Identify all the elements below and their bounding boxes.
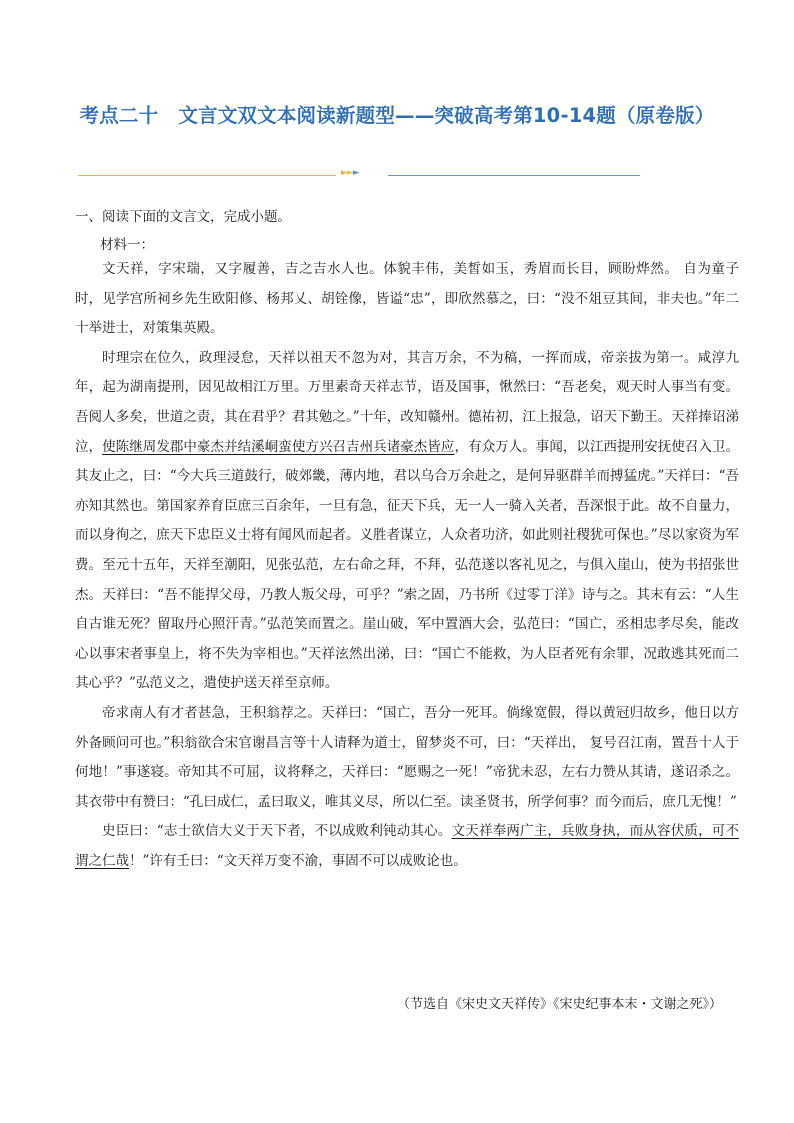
paragraph-4 xyxy=(75,817,739,876)
material-label: 材料一： xyxy=(100,237,154,253)
passage xyxy=(75,255,739,876)
paragraph-4-text-a: 史臣曰：“志士欲信大义于天下者，不以成败利钝动其心。 xyxy=(102,823,452,840)
divider-arrows xyxy=(341,168,359,178)
question-heading: 一、阅读下面的文言文，完成小题。 xyxy=(75,209,291,225)
paragraph-1: 文天祥，字宋瑞，又字履善，吉之吉水人也。体貌丰伟，美皙如玉，秀眉而长目，顾盼烨然。 自为童子时，见学宫所祠乡先生欧阳修、杨邦乂、胡铨像，皆谥“忠”，即欣然慕之，曰：“没不俎豆其间，非夫也。”年二十举进士，对策集英殿。 xyxy=(75,261,739,337)
underlined-sentence: 文天祥奉两广主，兵败身执，而从容伏质，可不谓之仁哉 xyxy=(75,823,740,869)
page-title xyxy=(0,100,794,128)
paragraph-2 xyxy=(75,344,739,699)
title-part1: 考点二十 xyxy=(79,104,159,127)
arrow-icon: ► xyxy=(341,168,347,178)
divider-line-left xyxy=(78,175,336,176)
underlined-sentence: 使陈继周发郡中豪杰并结溪峒蛮使方兴召吉州兵诸豪杰皆应 xyxy=(102,438,455,455)
source-citation: （节选自《宋史文天祥传》《宋史纪事本末・文谢之死》） xyxy=(396,997,722,1012)
title-part2: 文言文双文本阅读新题型——突破高考第10-14题（原卷版） xyxy=(178,104,715,127)
paragraph-3: 帝求南人有才者甚急，王积翁荐之。天祥曰：“国亡，吾分一死耳。倘缘宽假，得以黄冠归故乡，他日以方外备顾问可也。”积翁欲合宋官谢昌言等十人请释为道士，留梦炎不可，曰：“天祥出， 复号召江南，置吾十人于何地！”事遂寝。帝知其不可屈，议将释之，天祥曰：“愿赐之一死！”帝犹未忍，左右力赞从其请，遂诏杀之。其衣带中有赞曰：“孔曰成仁，孟曰取义，唯其义尽，所以仁至。读圣贤书，所学何事？而今而后，庶几无愧！” xyxy=(75,704,739,810)
paragraph-2-text-b: ，有众万人。事闻，以江西提刑安抚使召入卫。其友止之，曰：“今大兵三道鼓行，破郊畿，薄内地，君以乌合万余赴之，是何异驱群羊而搏猛虎。”天祥曰：“吾亦知其然也。第国家养育臣庶三百余年，一旦有急，征天下兵，无一人一骑入关者，吾深恨于此。故不自量力，而以身徇之，庶天下忠臣义士将有闻风而起者。义胜者谋立，人众者功济，如此则社稷犹可保也。”尽以家资为军费。至元十五年，天祥至潮阳，见张弘范，左右命之拜，不拜，弘范遂以客礼见之，与俱入崖山，使为书招张世杰。天祥曰：“吾不能捍父母，乃教人叛父母，可乎？”索之固，乃书所《过零丁洋》诗与之。其末有云：“人生自古谁无死？留取丹心照汗青。”弘范笑而置之。崖山破，军中置酒大会，弘范曰：“国亡，丞相忠孝尽矣，能改心以事宋者事皇上，将不失为宰相也。”天祥泫然出涕，曰：“国亡不能救，为人臣者死有余罪，况敢逃其死而二其心乎？”弘范义之，遣使护送天祥至京师。 xyxy=(75,438,740,692)
arrow-icon: ► xyxy=(346,168,353,178)
divider-line-right xyxy=(388,175,640,176)
paragraph-2-text-a: 时理宗在位久，政理浸怠，天祥以祖天不忽为对，其言万余，不为稿，一挥而成，帝亲拔为第一。咸淳九年，起为湖南提刑，因见故相江万里。万里素奇天祥志节，语及国事，愀然曰：“吾老矣，观天时人事当有变。吾阅人多矣，世道之责，其在君乎？君其勉之。”十年，改知赣州。德祐初，江上报急，诏天下勤王。天祥捧诏涕泣， xyxy=(75,349,739,455)
arrow-icon: ► xyxy=(352,168,359,178)
paragraph-4-text-b: ！”许有壬曰：“文天祥万变不渝，事固不可以成败论也。 xyxy=(129,852,467,869)
title-divider xyxy=(78,170,640,182)
